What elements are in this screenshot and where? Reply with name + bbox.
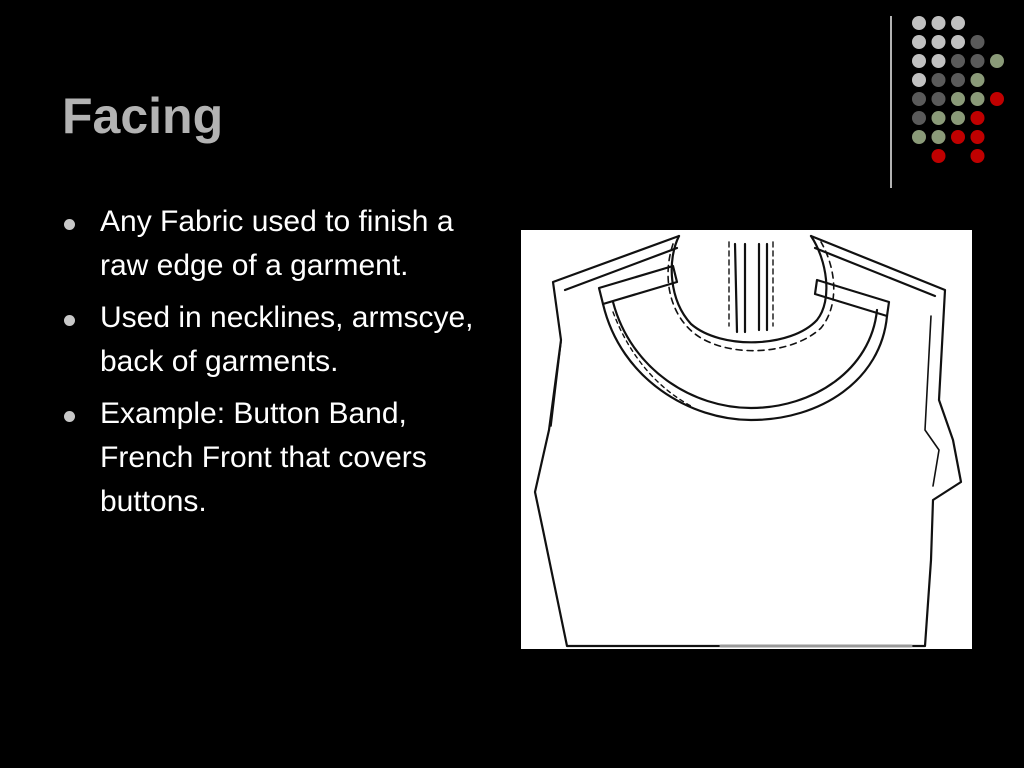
bullet-icon xyxy=(64,219,75,230)
bullet-icon xyxy=(64,315,75,326)
decorative-dot xyxy=(951,130,965,144)
bullet-item xyxy=(62,296,502,384)
decorative-dot xyxy=(912,16,926,30)
decorative-dot xyxy=(932,35,946,49)
decorative-dot xyxy=(951,35,965,49)
decorative-dot xyxy=(932,54,946,68)
decorative-dot xyxy=(912,73,926,87)
decorative-dot xyxy=(932,111,946,125)
garment-illustration xyxy=(521,230,972,649)
garment-bodice-facing-icon xyxy=(521,230,972,649)
decorative-dot xyxy=(912,111,926,125)
bullet-icon xyxy=(64,411,75,422)
decorative-dot xyxy=(971,54,985,68)
decorative-dot xyxy=(951,92,965,106)
decorative-dot xyxy=(990,54,1004,68)
decorative-dot xyxy=(971,149,985,163)
decorative-dot xyxy=(932,130,946,144)
decorative-dot xyxy=(932,149,946,163)
decorative-dot xyxy=(932,92,946,106)
decorative-dot xyxy=(912,35,926,49)
bullet-text: Example: Button Band, French Front that covers buttons. xyxy=(100,397,427,518)
decorative-dot xyxy=(932,73,946,87)
decorative-dot xyxy=(971,73,985,87)
decorative-dot xyxy=(951,54,965,68)
decorative-dot xyxy=(971,111,985,125)
decorative-dot xyxy=(971,35,985,49)
slide-title: Facing xyxy=(62,88,224,144)
decorative-dot xyxy=(951,73,965,87)
bullet-item xyxy=(62,200,502,288)
decorative-dot xyxy=(971,92,985,106)
bullet-item xyxy=(62,392,502,524)
decorative-dot-grid xyxy=(0,0,1024,200)
bullet-list xyxy=(62,200,502,532)
decorative-dot xyxy=(912,130,926,144)
decorative-dot xyxy=(912,92,926,106)
decorative-dot xyxy=(990,92,1004,106)
decorative-dot xyxy=(951,111,965,125)
decorative-dot xyxy=(912,54,926,68)
bullet-text: Used in necklines, armscye, back of garments. xyxy=(100,301,474,378)
decorative-dot xyxy=(932,16,946,30)
bullet-text: Any Fabric used to finish a raw edge of a garment. xyxy=(100,205,454,282)
decorative-dot xyxy=(971,130,985,144)
decorative-dot xyxy=(951,16,965,30)
